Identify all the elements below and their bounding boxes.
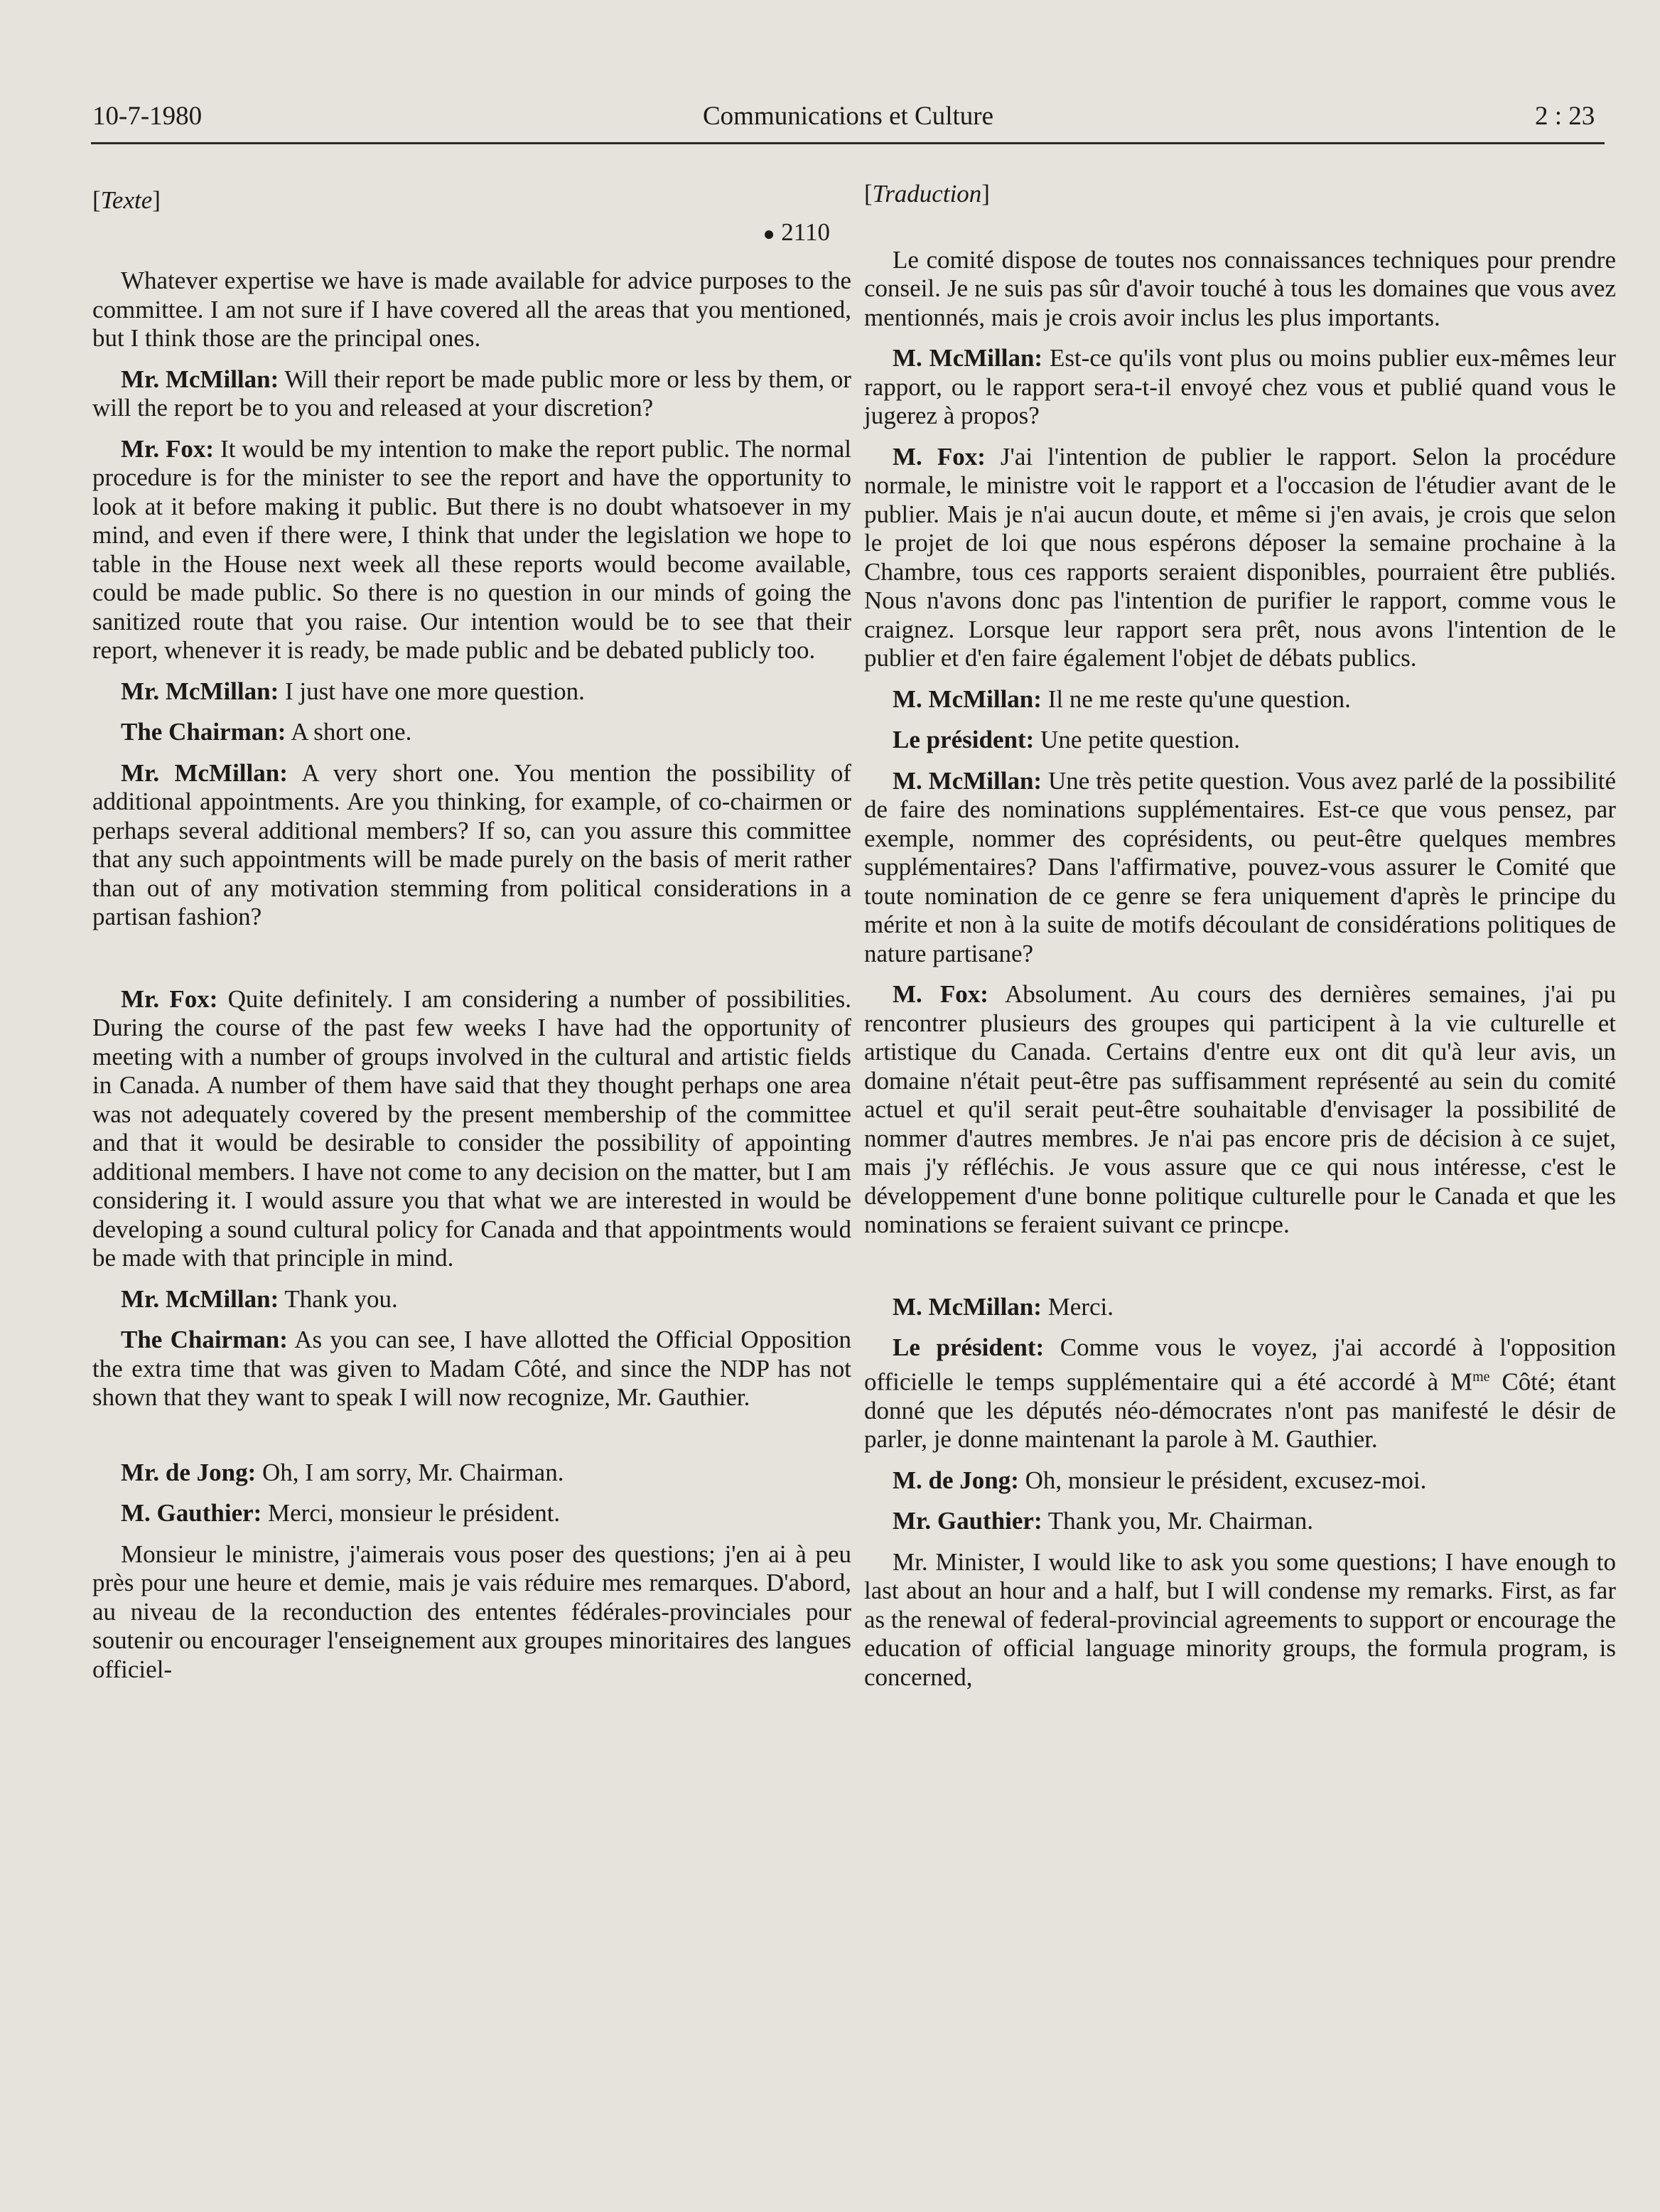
speaker-name: M. McMillan: (893, 684, 1042, 713)
paragraph: Whatever expertise we have is made available for advice purposes to the committee. I am not sure if I have covered all the areas that you mentioned, but I think those are the principal ones. (92, 267, 851, 352)
header-title: Communications et Culture (703, 102, 994, 131)
right-column (864, 180, 1616, 1704)
paragraph: M. McMillan: Une très petite question. Vous avez parlé de la possibilité de faire des nominations supplémentaires. Est-ce que vous pensez, par exemple, nommer des coprésidents, ou peut-être quelques membres supplémentaires? Dans l'affirmative, pouvez-vous assurer le Comité que toute nomination de ce genre se fera uniquement d'après le principe du mérite et non à la suite de motifs découlant de considérations politiques de nature partisane? (864, 766, 1617, 967)
speaker-name: Mr. McMillan: (121, 677, 279, 705)
speaker-name: Le président: (893, 726, 1035, 753)
paragraph: M. McMillan: Il ne me reste qu'une question. (893, 684, 1351, 713)
speaker-name: Mr. McMillan: (121, 758, 288, 787)
speaker-name: Mr. de Jong: (121, 1458, 257, 1486)
header-rule (91, 142, 1605, 144)
paragraph: Mr. McMillan: Thank you. (121, 1284, 398, 1313)
paragraph: Mr. de Jong: Oh, I am sorry, Mr. Chairman. (121, 1458, 564, 1486)
speaker-name: Mr. Fox: (121, 434, 215, 463)
paragraph: M. de Jong: Oh, monsieur le président, excusez-moi. (893, 1466, 1427, 1494)
speaker-name: M. de Jong: (893, 1466, 1019, 1494)
paragraph: Mr. McMillan: Will their report be made public more or less by them, or will the report be to you and released at your discretion? (92, 365, 851, 422)
speaker-name: Mr. McMillan: (121, 365, 279, 393)
paragraph: Le président: Une petite question. (893, 726, 1240, 753)
language-tag: [Traduction] (864, 180, 990, 208)
paragraph: M. McMillan: Est-ce qu'ils vont plus ou moins publier eux-mêmes leur rapport, ou le rapport sera-t-il envoyé chez vous et publié quand vous le jugerez à propos? (864, 344, 1617, 429)
paragraph: The Chairman: As you can see, I have allotted the Official Opposition the extra time that was given to Madam Côté, and since the NDP has not shown that they want to speak I will now recognize, Mr. Gauthier. (92, 1326, 851, 1411)
bullet-icon: ● (762, 222, 775, 245)
speaker-name: M. McMillan: (893, 1292, 1042, 1321)
paragraph: Mr. Gauthier: Thank you, Mr. Chairman. (893, 1507, 1314, 1535)
paragraph: Mr. Fox: It would be my intention to make the report public. The normal procedure is for the minister to see the report and have the opportunity to look at it before making it public. But there is no doubt whatsoever in my mind, and even if there were, I think that under the legislation we hope to table in the House next week all these reports would become available, could be made public. So there is no question in our minds of going the sanitized route that you raise. Our intention would be to see that their report, whenever it is ready, be made public and be debated publicly too. (92, 434, 851, 664)
speaker-name: M. Fox: (893, 442, 986, 471)
paragraph: Mr. Minister, I would like to ask you some questions; I have enough to last about an hour and a half, but I will condense my remarks. First, as far as the renewal of federal-provincial agreements to support or encourage the education of official language minority groups, the formula program, is concerned, (864, 1547, 1616, 1691)
paragraph: Mr. McMillan: A very short one. You mention the possibility of additional appointments. Are you thinking, for example, of co-chairmen or perhaps several additional members? If so, can you assure this committee that any such appointments will be made purely on the basis of merit rather than out of any motivation stemming from political considerations in a partisan fashion? (92, 758, 851, 930)
paragraph: M. Fox: Absolument. Au cours des dernières semaines, j'ai pu rencontrer plusieurs des groupes qui participent à la vie culturelle et artistique du Canada. Certains d'entre eux ont dit qu'à leur avis, un domaine n'était peut-être pas suffisamment représenté au sein du comité actuel et qu'il serait peut-être souhaitable d'envisager la possibilité de nommer d'autres membres. Je n'ai pas encore pris de décision à ce sujet, mais j'y réfléchis. Je vous assure que ce qui nous intéresse, c'est le développement d'une bonne politique culturelle pour le Canada et que les nominations se feraient suivant ce princpe. (864, 980, 1616, 1238)
paragraph: Monsieur le ministre, j'aimerais vous poser des questions; j'en ai à peu près pour une heure et demie, mais je vais réduire mes remarques. D'abord, au niveau de la reconduction des ententes fédérales-provinciales pour soutenir ou encourager l'enseignement aux groupes minoritaires des langues officiel- (92, 1540, 851, 1683)
header-page-number: 2 : 23 (1535, 102, 1595, 131)
language-tag: [Texte] (92, 186, 161, 214)
left-column (92, 186, 851, 1696)
speaker-name: Mr. Gauthier: (893, 1507, 1042, 1535)
paragraph: Mr. Fox: Quite definitely. I am considering a number of possibilities. During the course of the past few weeks I have had the opportunity of meeting with a number of groups involved in the cultural and artistic fields in Canada. A number of them have said that they thought perhaps one area was not adequately covered by the present membership of the committee and that it would be desirable to consider the possibility of appointing additional members. I have not come to any decision on the matter, but I am considering it. I would assure you that what we are interested in would be developing a sound cultural policy for Canada and that appointments would be made with that principle in mind. (92, 984, 851, 1272)
paragraph: Mr. McMillan: I just have one more question. (121, 677, 585, 705)
paragraph: Le comité dispose de toutes nos connaissances techniques pour prendre conseil. Je ne suis pas sûr d'avoir touché à tous les domaines que vous avez mentionnés, mais je crois avoir inclus les plus importants. (864, 245, 1616, 331)
speaker-name: Mr. McMillan: (121, 1284, 279, 1313)
timestamp: ● 2110 (762, 218, 830, 246)
speaker-name: M. McMillan: (893, 344, 1043, 372)
speaker-name: Mr. Fox: (121, 984, 218, 1013)
paragraph: M. McMillan: Merci. (893, 1292, 1114, 1321)
speaker-name: The Chairman: (121, 1326, 288, 1353)
header-date: 10-7-1980 (92, 102, 203, 131)
paragraph: M. Fox: J'ai l'intention de publier le rapport. Selon la procédure normale, le ministre voit le rapport et a l'occasion de l'étudier avant de le publier. Mais je n'ai aucun doute, et même si j'en avais, je crois que selon le projet de loi que nous espérons déposer la semaine prochaine à la Chambre, tous ces rapports seraient disponibles, pourraient être publiés. Nous n'avons donc pas l'intention de purifier le rapport, comme vous le craignez. Lorsque leur rapport sera prêt, nous avons l'intention de le publier et d'en faire également l'objet de débats publics. (864, 442, 1617, 672)
speaker-name: M. McMillan: (893, 766, 1042, 795)
speaker-name: M. Gauthier: (121, 1499, 262, 1527)
paragraph: Le président: Comme vous le voyez, j'ai accordé à l'opposition officielle le temps supplémentaire qui a été accordé à $M^{me}$ Côté; étant donné que les députés néo-démocrates n'ont pas manifesté le désir de parler, je donne maintenant la parole à M. Gauthier. (864, 1333, 1616, 1454)
paragraph: M. Gauthier: Merci, monsieur le président. (121, 1499, 561, 1527)
speaker-name: The Chairman: (121, 718, 286, 746)
speaker-name: Le président: (893, 1333, 1045, 1361)
paragraph: The Chairman: A short one. (121, 718, 412, 746)
speaker-name: M. Fox: (893, 980, 988, 1008)
